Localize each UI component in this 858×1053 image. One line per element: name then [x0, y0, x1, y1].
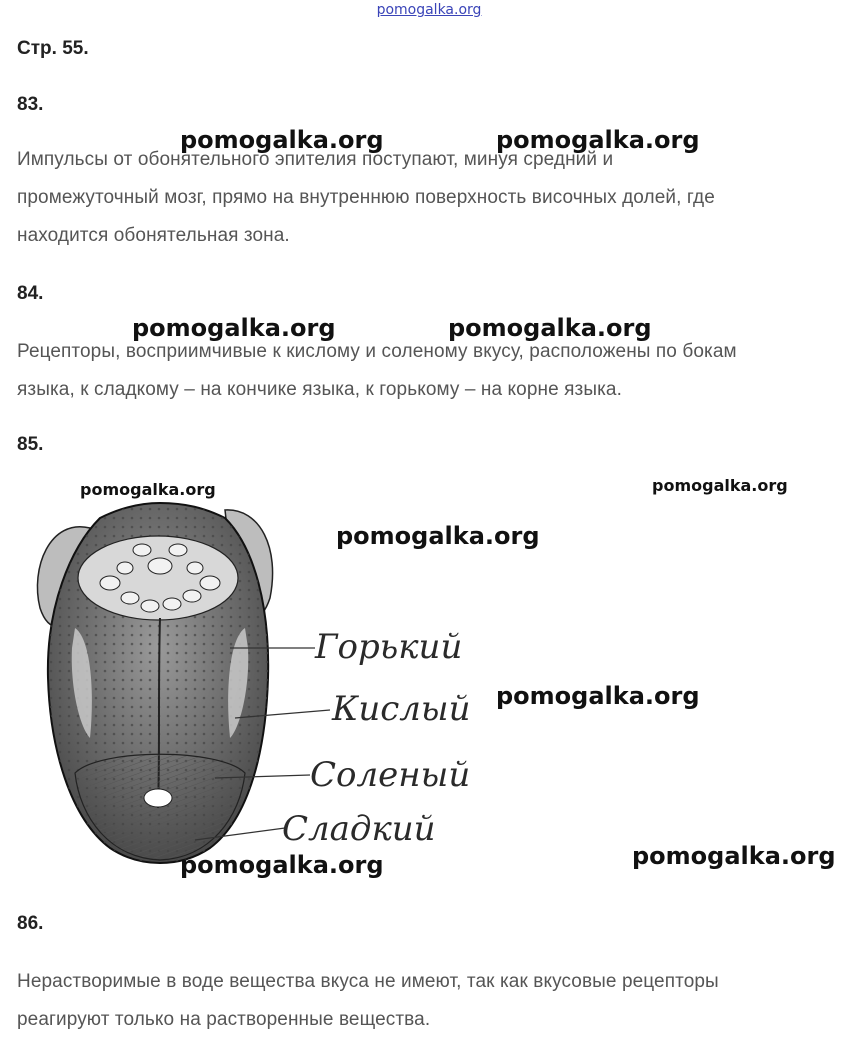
question-number-84: 84.: [17, 283, 44, 304]
watermark: pomogalka.org: [448, 314, 652, 342]
watermark: pomogalka.org: [652, 476, 788, 495]
answer-83-line: Импульсы от обонятельного эпителия поступают, минуя средний и: [17, 149, 614, 170]
top-watermark-link[interactable]: pomogalka.org: [376, 2, 482, 18]
watermark: pomogalka.org: [496, 682, 700, 710]
label-sour: Кислый: [332, 689, 471, 729]
question-number-86: 86.: [17, 913, 44, 934]
label-salty: Соленый: [310, 755, 471, 795]
label-sweet: Сладкий: [282, 809, 436, 849]
answer-86-line: реагируют только на растворенные вещества.: [17, 1009, 431, 1030]
label-bitter: Горький: [315, 627, 463, 667]
page-reference: Стр. 55.: [17, 38, 89, 59]
watermark: pomogalka.org: [496, 126, 700, 154]
watermark: pomogalka.org: [632, 842, 836, 870]
watermark: pomogalka.org: [180, 126, 384, 154]
answer-84-line: Рецепторы, восприимчивые к кислому и соленому вкусу, расположены по бокам: [17, 341, 737, 362]
answer-86-line: Нерастворимые в воде вещества вкуса не имеют, так как вкусовые рецепторы: [17, 971, 719, 992]
answer-84-line: языка, к сладкому – на кончике языка, к горькому – на корне языка.: [17, 379, 622, 400]
answer-83-line: промежуточный мозг, прямо на внутреннюю поверхность височных долей, где: [17, 187, 715, 208]
answer-83-line: находится обонятельная зона.: [17, 225, 290, 246]
watermark: pomogalka.org: [80, 480, 216, 499]
answer-84: [17, 333, 847, 409]
question-number-83: 83.: [17, 94, 44, 115]
watermark: pomogalka.org: [180, 851, 384, 879]
question-number-85: 85.: [17, 434, 44, 455]
answer-83: [17, 141, 847, 255]
answer-86: [17, 963, 847, 1039]
watermark: pomogalka.org: [336, 522, 540, 550]
watermark: pomogalka.org: [132, 314, 336, 342]
